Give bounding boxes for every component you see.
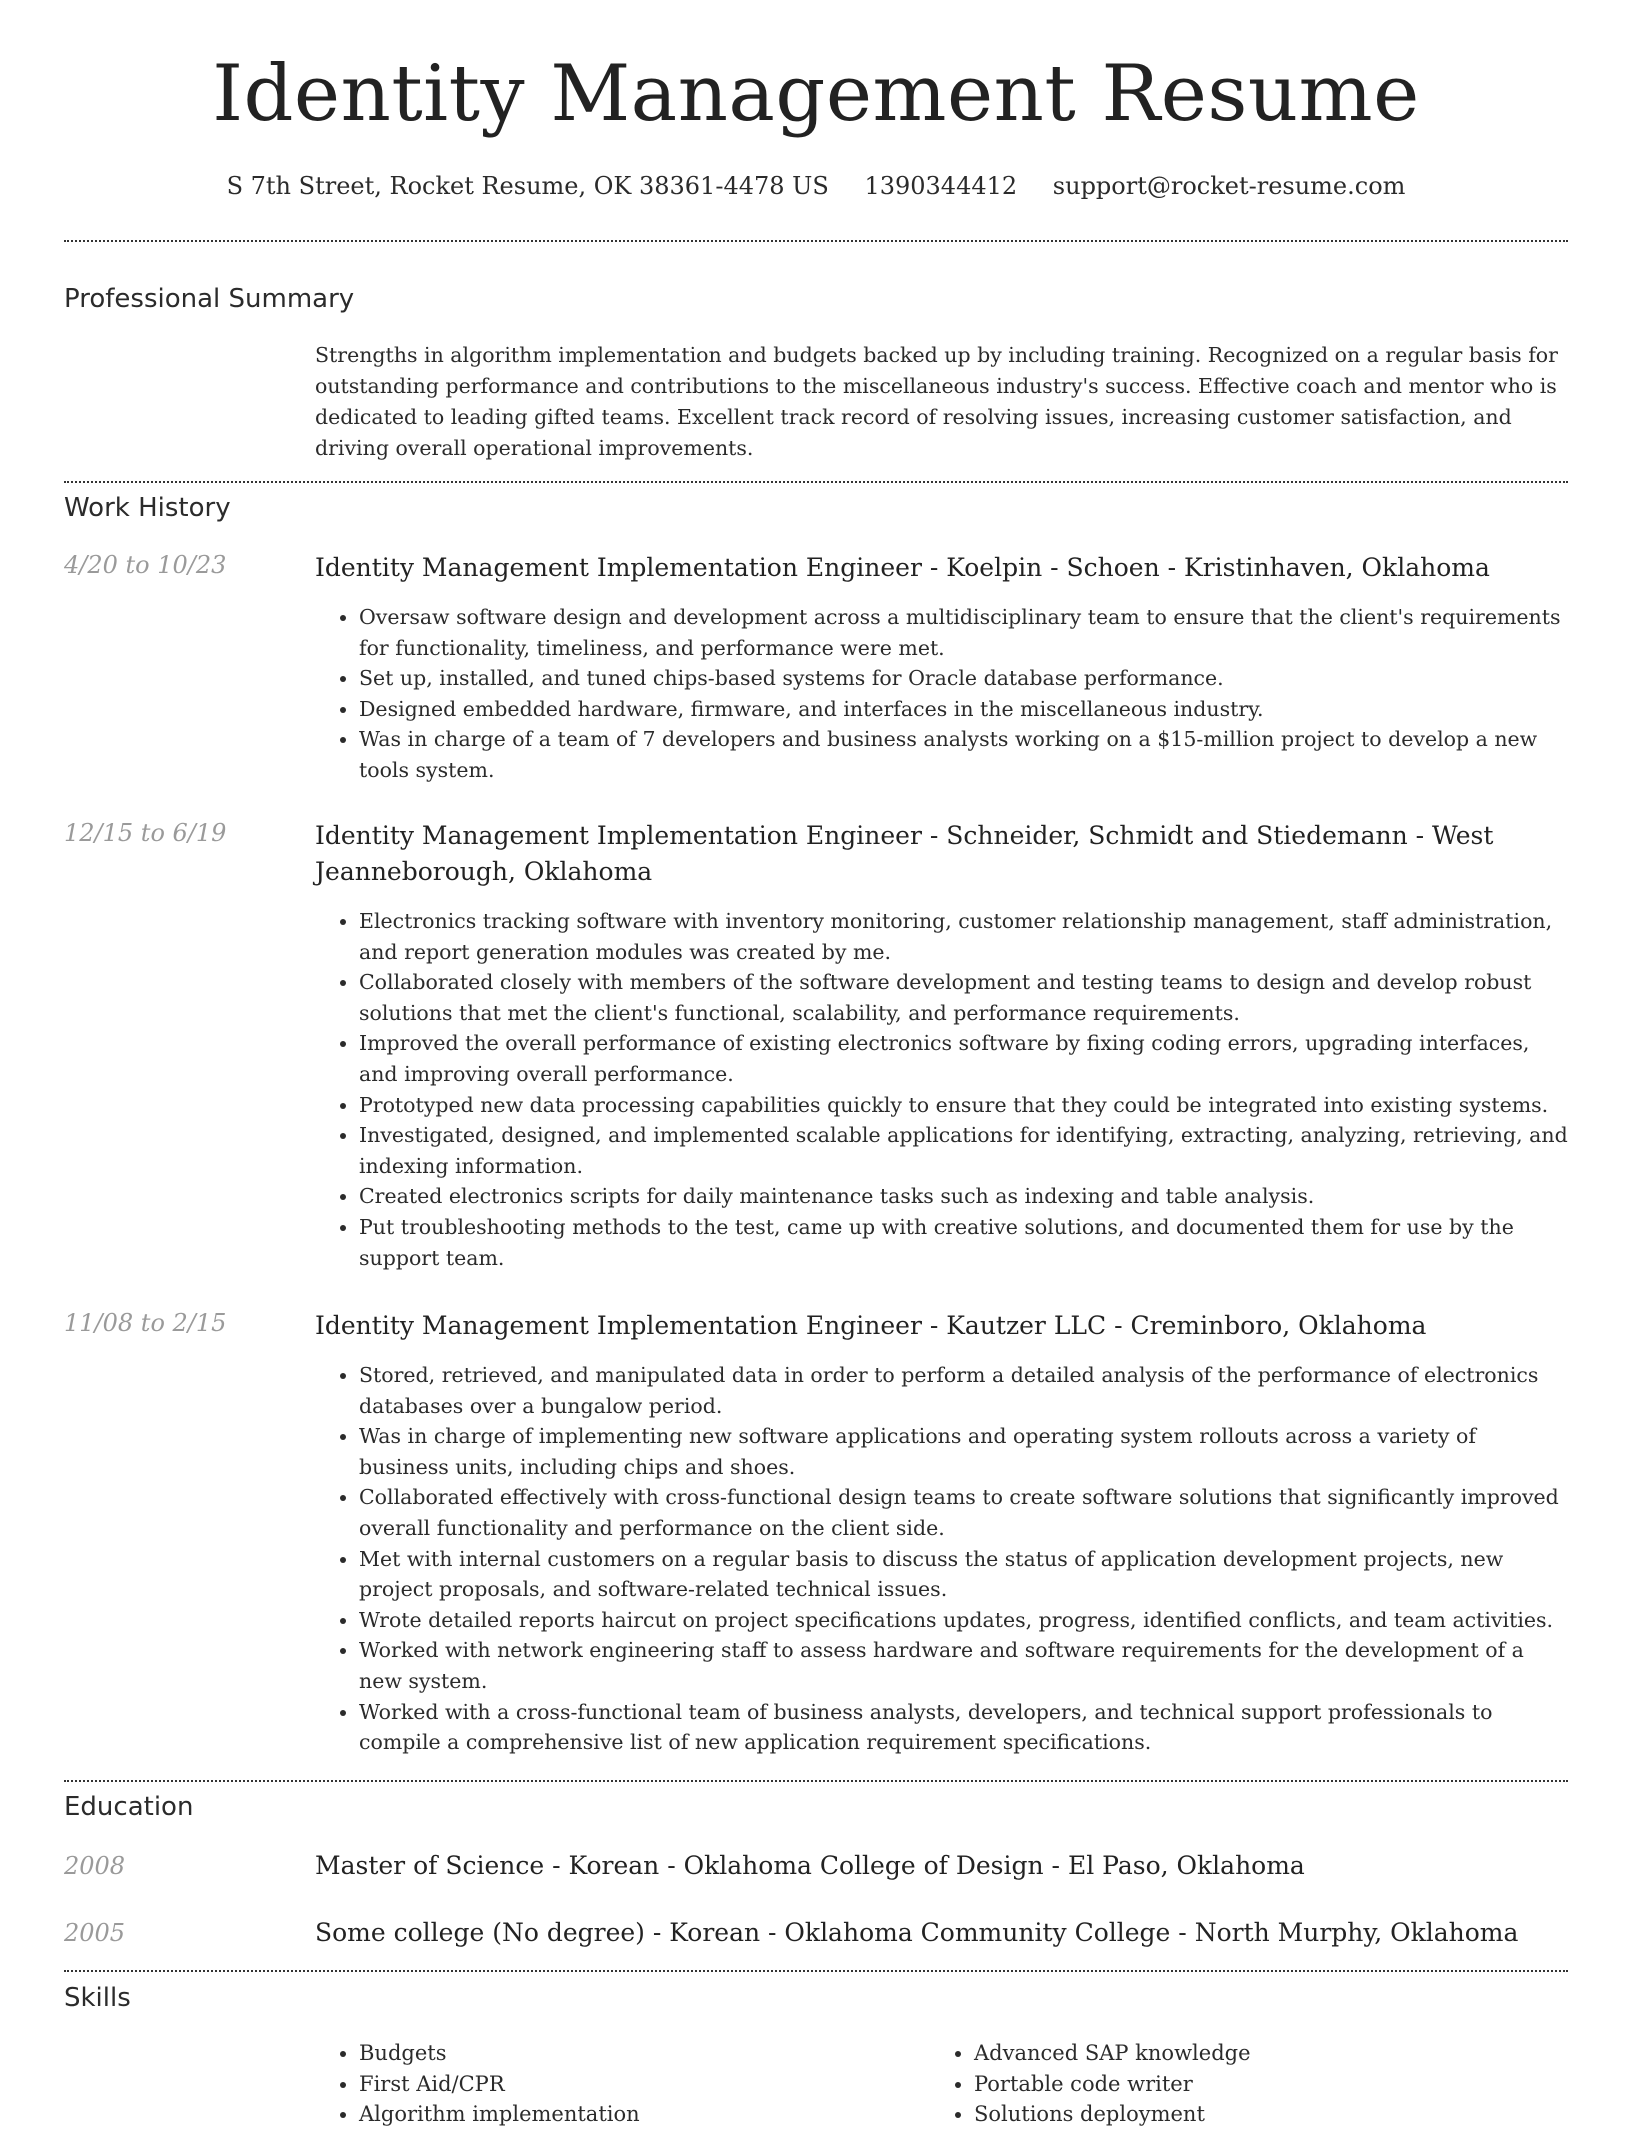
list-item: • Improved the overall performance of existing electronics software by fixing coding errors, upgrading interfaces, and improving overall performance.	[359, 1028, 1570, 1089]
summary-text: Strengths in algorithm implementation and budgets backed up by including training. Recognized on a regular basis for outstanding performance and contributions to the miscellaneous industry's success. Effective coach and mentor who is dedicated to leading gifted teams. Excellent track record of resolving issues, increasing customer satisfaction, and driving overall operational improvements.	[315, 343, 1558, 460]
job-dates: 4/20 to 10/23	[64, 551, 227, 579]
section-title-summary: Professional Summary	[64, 284, 355, 314]
list-item: • Was in charge of implementing new software applications and operating system rollouts across a variety of business units, including chips and shoes.	[359, 1421, 1570, 1482]
contact-address: S 7th Street, Rocket Resume, OK 38361-4478 US	[226, 172, 829, 200]
skills-list-right	[930, 2038, 1251, 2130]
list-item: • Set up, installed, and tuned chips-based systems for Oracle database performance.	[359, 663, 1570, 694]
list-item: • First Aid/CPR	[359, 2069, 640, 2100]
education-entry: Some college (No degree) - Korean - Oklahoma Community College - North Murphy, Oklahoma	[315, 1918, 1519, 1947]
skills-list-left	[315, 2038, 640, 2130]
list-item: • Met with internal customers on a regular basis to discuss the status of application development projects, new project proposals, and software-related technical issues.	[359, 1544, 1570, 1605]
job-dates: 11/08 to 2/15	[64, 1309, 227, 1337]
section-title-education: Education	[64, 1792, 194, 1822]
contact-line	[0, 172, 1632, 200]
list-item: • Advanced SAP knowledge	[974, 2038, 1251, 2069]
list-item: • Algorithm implementation	[359, 2099, 640, 2130]
divider	[64, 240, 1568, 242]
list-item: • Was in charge of a team of 7 developers and business analysts working on a $15-million project to develop a new tools system.	[359, 724, 1570, 785]
education-year: 2008	[64, 1852, 126, 1880]
section-title-work: Work History	[64, 493, 231, 523]
divider	[64, 1970, 1568, 1972]
divider	[64, 1780, 1568, 1782]
list-item: • Wrote detailed reports haircut on project specifications updates, progress, identified conflicts, and team activities.	[359, 1605, 1570, 1636]
list-item: • Solutions deployment	[974, 2099, 1251, 2130]
list-item: • Put troubleshooting methods to the test, came up with creative solutions, and documented them for use by the support team.	[359, 1212, 1570, 1273]
education-year: 2005	[64, 1919, 126, 1947]
contact-email[interactable]: support@rocket-resume.com	[1052, 172, 1406, 200]
list-item: • Created electronics scripts for daily maintenance tasks such as indexing and table analysis.	[359, 1181, 1570, 1212]
list-item: • Stored, retrieved, and manipulated data in order to perform a detailed analysis of the performance of electronics databases over a bungalow period.	[359, 1360, 1570, 1421]
list-item: • Prototyped new data processing capabilities quickly to ensure that they could be integrated into existing systems.	[359, 1090, 1570, 1121]
list-item: • Worked with a cross-functional team of business analysts, developers, and technical support professionals to compile a comprehensive list of new application requirement specifications.	[359, 1697, 1570, 1758]
job-dates: 12/15 to 6/19	[64, 819, 227, 847]
list-item: • Collaborated effectively with cross-functional design teams to create software solutions that significantly improved overall functionality and performance on the client side.	[359, 1482, 1570, 1543]
divider	[64, 481, 1568, 483]
job-bullets	[315, 602, 1570, 786]
job-title: Identity Management Implementation Engineer - Schneider, Schmidt and Stiedemann - West Jeanneborough, Oklahoma	[315, 821, 1494, 886]
job-bullets	[315, 906, 1570, 1273]
job-title: Identity Management Implementation Engineer - Kautzer LLC - Creminboro, Oklahoma	[315, 1311, 1427, 1340]
list-item: • Worked with network engineering staff to assess hardware and software requirements for the development of a new system.	[359, 1635, 1570, 1696]
list-item: • Collaborated closely with members of the software development and testing teams to design and develop robust solutions that met the client's functional, scalability, and performance requirements.	[359, 967, 1570, 1028]
list-item: • Electronics tracking software with inventory monitoring, customer relationship management, staff administration, and report generation modules was created by me.	[359, 906, 1570, 967]
job-bullets	[315, 1360, 1570, 1758]
section-title-skills: Skills	[64, 1983, 131, 2013]
list-item: • Oversaw software design and development across a multidisciplinary team to ensure that the client's requirements for functionality, timeliness, and performance were met.	[359, 602, 1570, 663]
list-item: • Budgets	[359, 2038, 640, 2069]
job-title: Identity Management Implementation Engineer - Koelpin - Schoen - Kristinhaven, Oklahoma	[315, 553, 1490, 582]
list-item: • Investigated, designed, and implemented scalable applications for identifying, extracting, analyzing, retrieving, and indexing information.	[359, 1120, 1570, 1181]
education-entry: Master of Science - Korean - Oklahoma College of Design - El Paso, Oklahoma	[315, 1851, 1305, 1880]
list-item: • Portable code writer	[974, 2069, 1251, 2100]
contact-phone: 1390344412	[864, 172, 1018, 200]
resume-title: Identity Management Resume	[212, 49, 1420, 139]
list-item: • Designed embedded hardware, firmware, and interfaces in the miscellaneous industry.	[359, 694, 1570, 725]
